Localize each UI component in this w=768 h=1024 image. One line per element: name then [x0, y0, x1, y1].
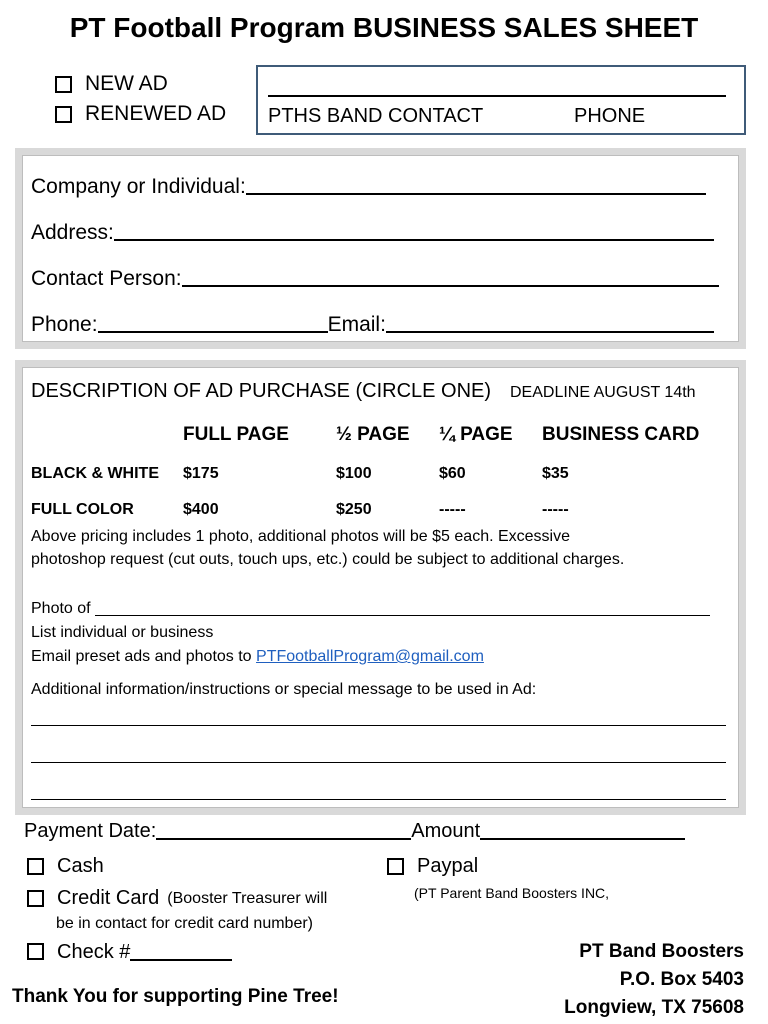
payment-date-field[interactable]	[24, 820, 685, 843]
band-contact-box	[256, 65, 746, 135]
price-color-card: -----	[542, 501, 569, 518]
email-line[interactable]	[386, 330, 714, 333]
photo-of-field[interactable]	[31, 600, 710, 618]
check-label: Check #	[57, 941, 131, 963]
phone-email-field[interactable]	[31, 313, 714, 337]
row-label-bw: BLACK & WHITE	[31, 465, 159, 482]
phone-line[interactable]	[98, 330, 328, 333]
price-color-full[interactable]: $400	[183, 501, 219, 518]
po-box: P.O. Box 5403	[619, 969, 744, 990]
ad-description-panel	[15, 360, 746, 815]
credit-note-1: (Booster Treasurer will	[167, 889, 328, 907]
customer-info-panel	[15, 148, 746, 349]
contact-person-label: Contact Person:	[31, 267, 182, 290]
band-contact-label: PTHS BAND CONTACT	[268, 105, 484, 127]
company-field[interactable]	[31, 175, 706, 199]
band-contact-field[interactable]	[268, 95, 726, 97]
renewed-ad-label: RENEWED AD	[85, 102, 227, 125]
photo-of-label: Photo of	[31, 600, 91, 617]
page-title: PT Football Program BUSINESS SALES SHEET	[69, 12, 699, 43]
new-ad-option[interactable]	[55, 72, 168, 96]
renewed-ad-option[interactable]	[55, 102, 226, 126]
price-bw-quarter[interactable]: $60	[439, 465, 466, 482]
email-label: Email:	[327, 313, 386, 336]
photo-of-line[interactable]	[95, 615, 710, 616]
program-email-link[interactable]: PTFootballProgram@gmail.com	[256, 648, 484, 665]
cash-label: Cash	[57, 855, 104, 877]
column-quarter-page: ¼ PAGE	[439, 424, 513, 445]
pricing-note-1: Above pricing includes 1 photo, additional photos will be $5 each. Excessive	[31, 528, 570, 545]
payment-date-label: Payment Date:	[24, 820, 157, 842]
band-phone-label: PHONE	[574, 105, 646, 127]
address-field[interactable]	[31, 221, 714, 245]
cash-option[interactable]	[27, 855, 104, 878]
org-name: PT Band Boosters	[579, 941, 744, 962]
paypal-checkbox[interactable]	[387, 858, 404, 875]
ad-heading: DESCRIPTION OF AD PURCHASE (CIRCLE ONE)	[31, 380, 492, 402]
contact-person-line[interactable]	[182, 284, 719, 287]
credit-note-2: be in contact for credit card number)	[56, 915, 314, 932]
paypal-label: Paypal	[417, 855, 479, 877]
amount-label: Amount	[411, 820, 481, 842]
booster-address	[564, 938, 744, 1022]
message-line-1[interactable]	[31, 725, 726, 726]
email-instructions	[31, 648, 484, 666]
new-ad-checkbox[interactable]	[55, 76, 72, 93]
phone-label: Phone:	[31, 313, 98, 336]
column-business-card: BUSINESS CARD	[542, 424, 700, 445]
company-label: Company or Individual:	[31, 175, 246, 198]
additional-info-label: Additional information/instructions or special message to be used in Ad:	[31, 681, 537, 698]
column-full-page: FULL PAGE	[183, 424, 289, 445]
amount-line[interactable]	[480, 838, 685, 840]
pricing-note-2: photoshop request (cut outs, touch ups, etc.) could be subject to additional charges.	[31, 551, 625, 568]
credit-card-option[interactable]	[27, 887, 327, 910]
city-state-zip: Longview, TX 75608	[564, 997, 744, 1018]
price-bw-card[interactable]: $35	[542, 465, 569, 482]
contact-person-field[interactable]	[31, 267, 719, 291]
message-line-3[interactable]	[31, 799, 726, 800]
payment-date-line[interactable]	[156, 838, 411, 840]
credit-card-checkbox[interactable]	[27, 890, 44, 907]
price-bw-half[interactable]: $100	[336, 465, 372, 482]
check-option[interactable]	[27, 941, 232, 964]
message-line-2[interactable]	[31, 762, 726, 763]
deadline-text: DEADLINE AUGUST 14th	[510, 384, 696, 401]
cash-checkbox[interactable]	[27, 858, 44, 875]
column-half-page: ½ PAGE	[336, 424, 410, 445]
address-label: Address:	[31, 221, 114, 244]
price-color-quarter: -----	[439, 501, 466, 518]
paypal-note: (PT Parent Band Boosters INC,	[414, 885, 610, 901]
price-color-half[interactable]: $250	[336, 501, 372, 518]
check-number-line[interactable]	[130, 959, 232, 961]
price-bw-full[interactable]: $175	[183, 465, 219, 482]
company-line[interactable]	[246, 192, 706, 195]
renewed-ad-checkbox[interactable]	[55, 106, 72, 123]
paypal-option[interactable]	[387, 855, 478, 878]
email-instructions-text: Email preset ads and photos to	[31, 648, 257, 665]
row-label-color: FULL COLOR	[31, 501, 134, 518]
check-checkbox[interactable]	[27, 943, 44, 960]
address-line[interactable]	[114, 238, 714, 241]
list-individual-text: List individual or business	[31, 624, 214, 641]
thank-you-text: Thank You for supporting Pine Tree!	[12, 986, 339, 1007]
credit-card-label: Credit Card	[57, 887, 160, 909]
new-ad-label: NEW AD	[85, 72, 168, 95]
